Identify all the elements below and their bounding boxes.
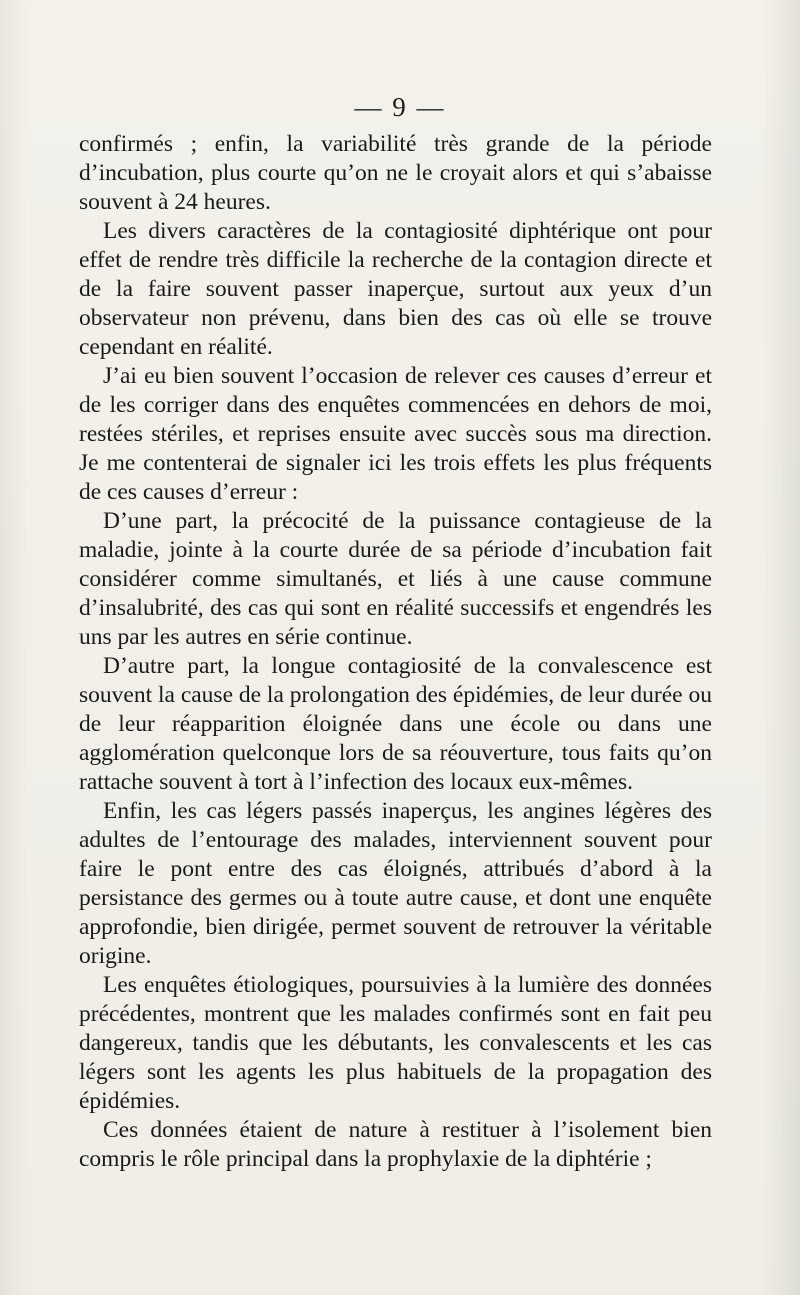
paragraph-contagiosity: Les divers caractères de la contagiosité diphtérique ont pour effet de rendre très difficile la recherche de la contagion directe et de la faire souvent passer inaperçue, surtout aux yeux d’un observateur non prévenu, dans bien des cas où elle se trouve cependant en réalité. xyxy=(79,218,712,360)
paragraph-etiological-findings: Les enquêtes étiologiques, poursuivies à la lumière des données précédentes, montrent que les malades confirmés sont en fait peu dangereux, tandis que les débutants, les convalescents et les cas légers sont les agents les plus habituels de la propagation des épidémies. xyxy=(79,972,712,1114)
paragraph-first-effect: D’une part, la précocité de la puissance contagieuse de la maladie, jointe à la courte durée de sa période d’incubation fait considérer comme simultanés, et liés à une cause commune d’insalubrité, des cas qui sont en réalité successifs et engendrés les uns par les autres en série continue. xyxy=(79,508,712,650)
page-number: — 9 — xyxy=(354,92,446,122)
paragraph-isolation: Ces données étaient de nature à restituer à l’isolement bien compris le rôle principal dans la prophylaxie de la diphtérie ; xyxy=(79,1117,712,1172)
paragraph-second-effect: D’autre part, la longue contagiosité de la convalescence est souvent la cause de la prolongation des épidémies, de leur durée ou de leur réapparition éloignée dans une école ou dans une agglomération quelconque lors de sa réouverture, tous faits qu’on rattache souvent à tort à l’infection des locaux eux-mêmes. xyxy=(79,653,712,795)
paragraph-causes-of-error: J’ai eu bien souvent l’occasion de relever ces causes d’erreur et de les corriger dans des enquêtes commencées en dehors de moi, restées stériles, et reprises ensuite avec succès sous ma direction. Je me contenterai de signaler ici les trois effets les plus fréquents de ces causes d’erreur : xyxy=(79,363,712,505)
paragraph-continuation: confirmés ; enfin, la variabilité très grande de la période d’incubation, plus courte qu’on ne le croyait alors et qui s’abaisse souvent à 24 heures. xyxy=(79,131,712,215)
paragraph-third-effect: Enfin, les cas légers passés inaperçus, les angines légères des adultes de l’entourage des malades, interviennent souvent pour faire le pont entre des cas éloignés, attribués d’abord à la persistance des germes ou à toute autre cause, et dont une enquête approfondie, bien dirigée, permet souvent de retrouver la véritable origine. xyxy=(79,798,712,969)
body-text xyxy=(79,130,712,1174)
